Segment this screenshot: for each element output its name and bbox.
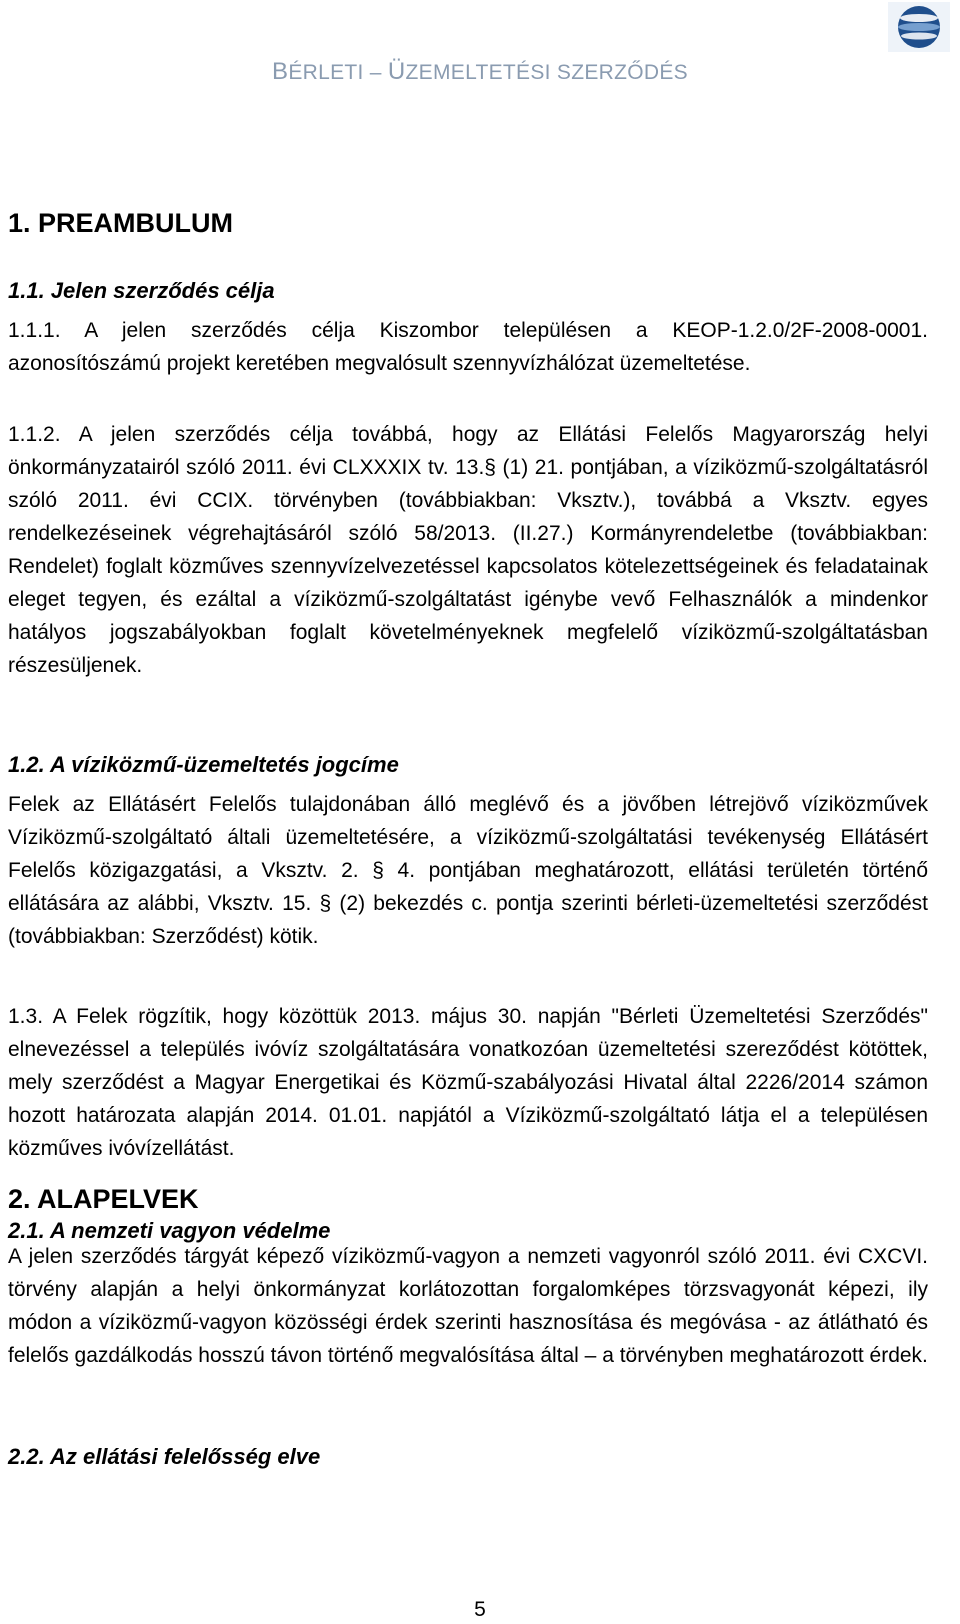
paragraph: 1.1.2. A jelen szerződés célja továbbá, hogy az Ellátási Felelős Magyarország helyi önkormányzatairól szóló 2011. évi CLXXXIX tv. 13.§ (1) 21. pontjában, a víziközmű-szolgáltatásról szóló 2011. évi CCIX. törvényben (továbbiakban: Vksztv.), továbbá a Vksztv. egyes rendelkezéseinek végrehajtásáról szóló 58/2013. (II.27.) Kormányrendeletbe (továbbiakban: Rendelet) foglalt közműves szennyvízelvezetéssel kapcsolatos kötelezettségeinek és feladatainak eleget tegyen, és ezáltal a víziközmű-szolgáltatást igénybe vevő Felhasználók a mindenkor hatályos jogszabályokban foglalt követelményeknek megfelelő víziközmű-szolgáltatásban részesüljenek.	[8, 423, 928, 677]
page-number: 5	[474, 1598, 486, 1621]
title-initial: B	[272, 58, 289, 85]
subsection-heading: 1.2. A víziközmű-üzemeltetés jogcíme	[8, 752, 399, 777]
subsection-heading: 2.2. Az ellátási felelősség elve	[8, 1444, 321, 1469]
section-heading: 1. PREAMBULUM	[8, 208, 234, 238]
title-separator: –	[363, 61, 388, 84]
title-text: ZEMELTETÉSI SZERZŐDÉS	[405, 61, 688, 84]
section-heading: 2. ALAPELVEK	[8, 1184, 199, 1214]
paragraph: 1.3. A Felek rögzítik, hogy közöttük 2013. május 30. napján "Bérleti Üzemeltetési Szerződés" elnevezéssel a település ivóvíz szolgáltatására vonatkozóan üzemeltetési szereződést kötöttek, mely szerződést a Magyar Energetikai és Közmű-szabályozási Hivatal által 2226/2014 számon hozott határozata alapján 2014. 01.01. napjától a Víziközmű-szolgáltató látja el a településen közműves ivóvízellátást.	[8, 1005, 928, 1160]
paragraph: 1.1.1. A jelen szerződés célja Kiszombor településen a KEOP-1.2.0/2F-2008-0001. azonosítószámú projekt keretében megvalósult szennyvízhálózat üzemeltetése.	[8, 319, 928, 375]
paragraph: Felek az Ellátásért Felelős tulajdonában álló meglévő és a jövőben létrejövő víziközművek Víziközmű-szolgáltató általi üzemeltetésére, a víziközmű-szolgáltatási tevékenység Ellátásért Felelős közigazgatási, a Vksztv. 2. § 4. pontjában meghatározott, ellátási területén történő ellátására az alábbi, Vksztv. 15. § (2) bekezdés c. pontja szerinti bérleti-üzemeltetési szerződést (továbbiakban: Szerződést) kötik.	[8, 793, 928, 948]
title-text: ÉRLETI	[288, 61, 364, 84]
document-title-header	[0, 58, 960, 86]
title-initial: Ü	[387, 58, 406, 85]
globe-logo-icon	[888, 2, 950, 52]
paragraph: A jelen szerződés tárgyát képező víziközmű-vagyon a nemzeti vagyonról szóló 2011. évi CXCVI. törvény alapján a helyi önkormányzat korlátozottan forgalomképes törzsvagyonát képezi, ily módon a víziközmű-vagyon közösségi érdek szerinti hasznosítása és megóvása - az átlátható és felelős gazdálkodás hosszú távon történő megvalósítása által – a törvényben meghatározott érdek.	[8, 1245, 928, 1367]
subsection-heading: 1.1. Jelen szerződés célja	[8, 278, 275, 303]
subsection-heading: 2.1. A nemzeti vagyon védelme	[8, 1218, 331, 1243]
